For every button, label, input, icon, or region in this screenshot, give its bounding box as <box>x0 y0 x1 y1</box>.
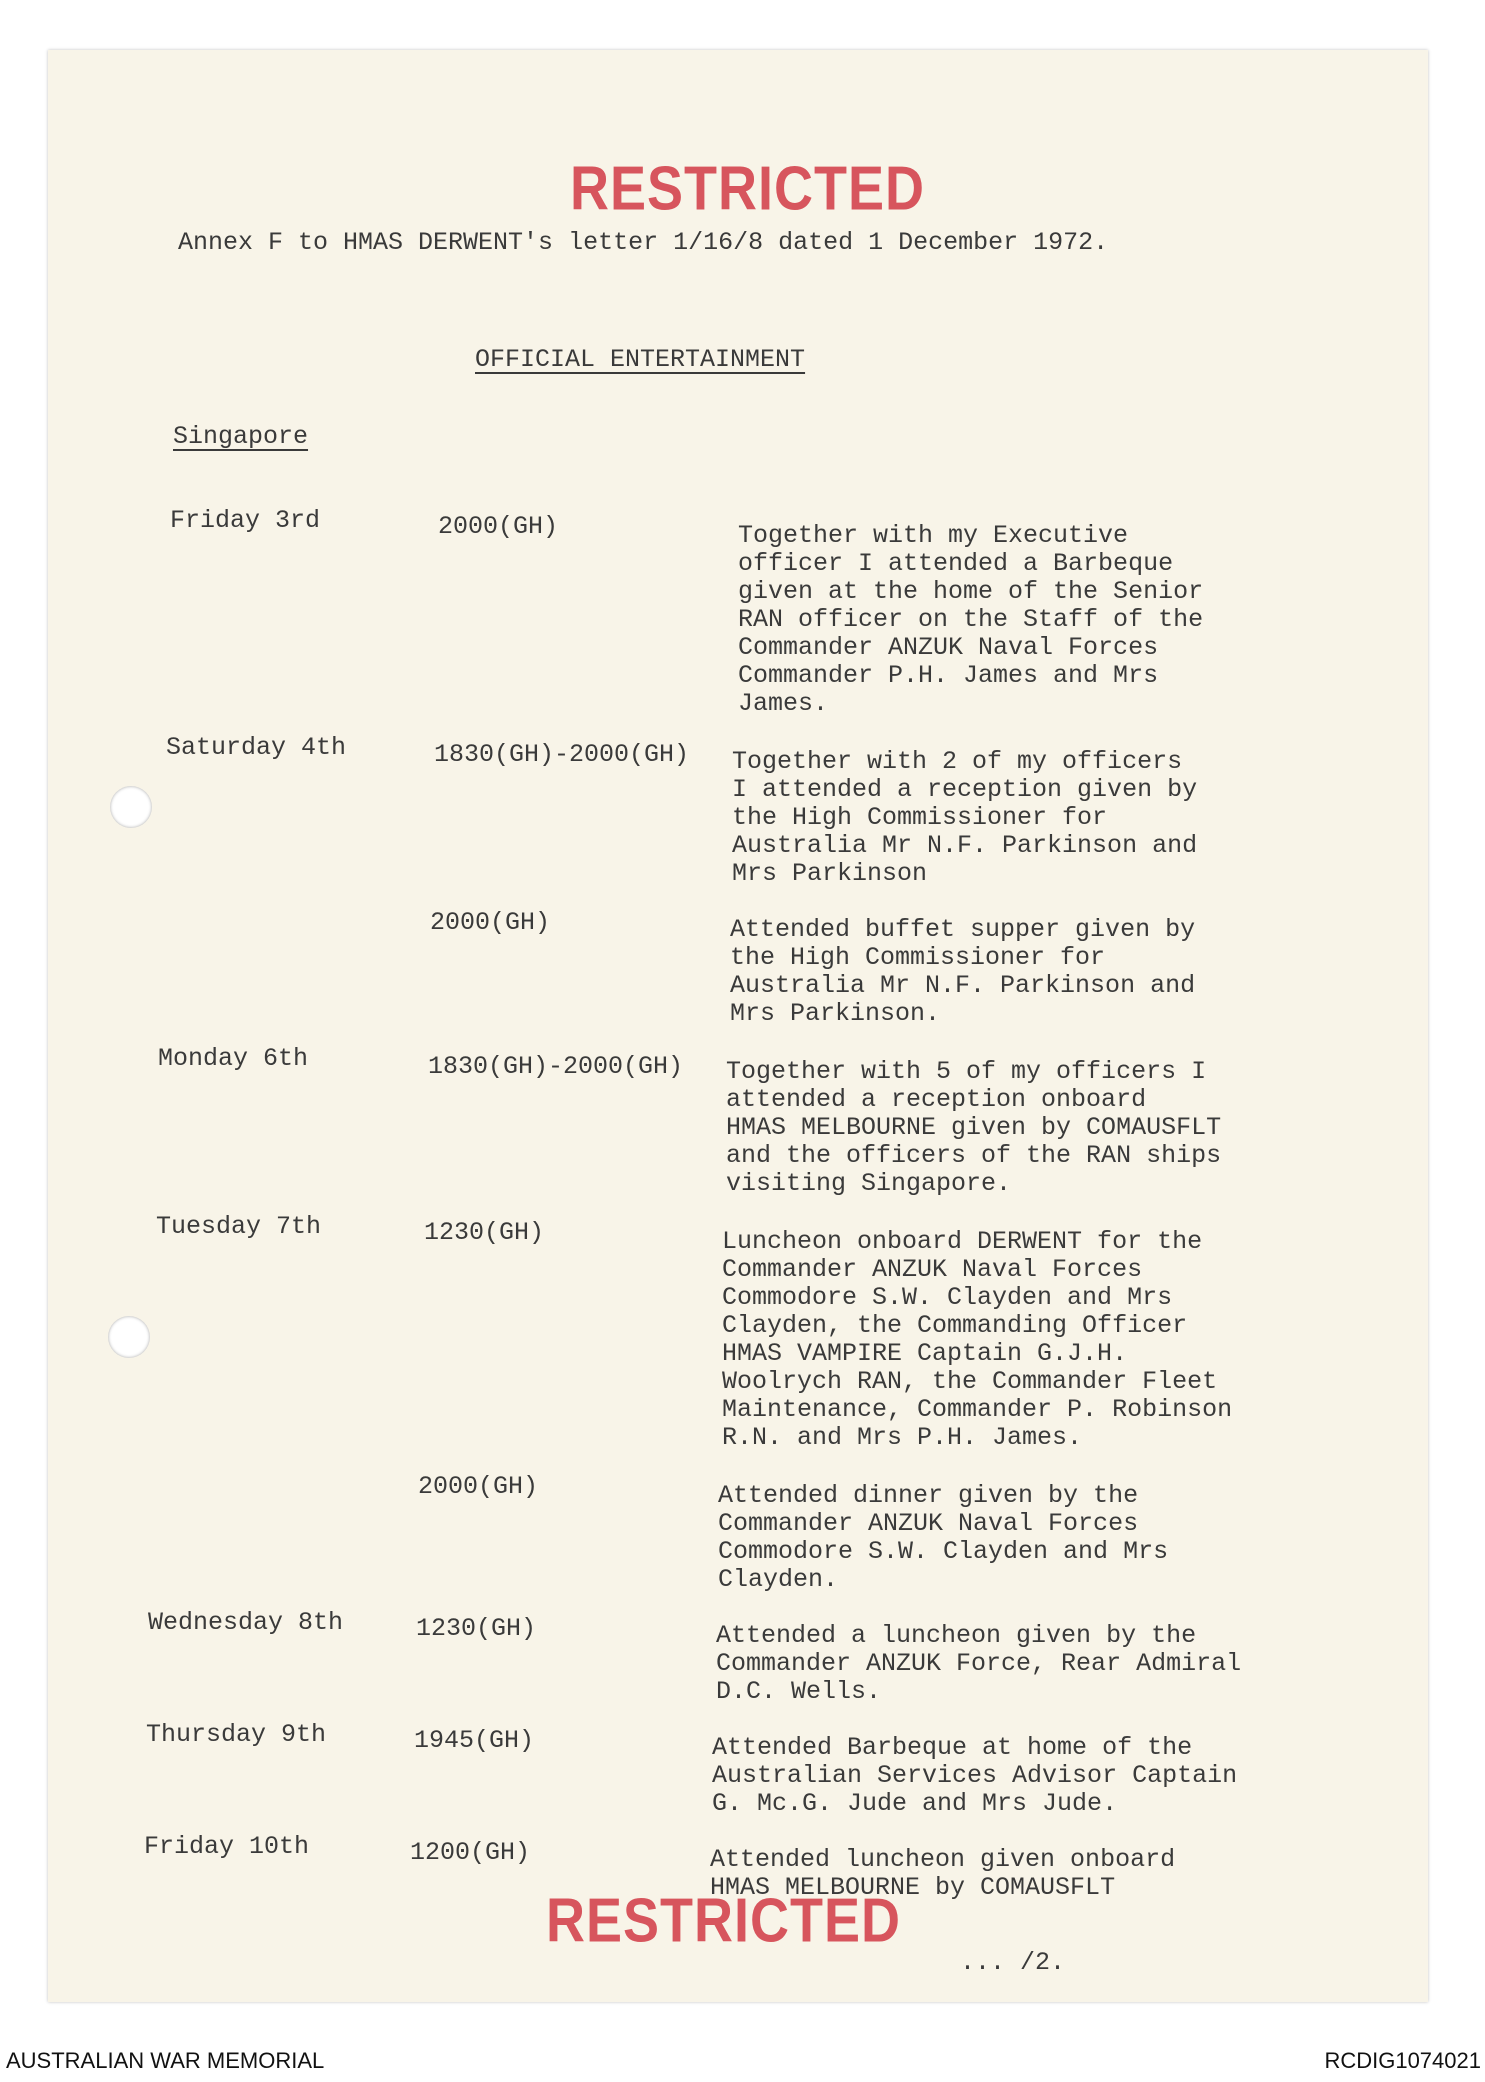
punch-hole <box>110 786 152 828</box>
continuation-marker: ... /2. <box>960 1948 1066 1977</box>
entry-time: 1830(GH)-2000(GH) <box>434 740 690 769</box>
entry-description: Together with 5 of my officers I attended a reception onboard HMAS MELBOURNE given by COMAUSFLT and the officers of the RAN ships visiting Singapore. <box>726 1057 1222 1198</box>
entry-time: 1230(GH) <box>416 1614 537 1643</box>
document-title: OFFICIAL ENTERTAINMENT <box>475 345 806 374</box>
entry-time: 2000(GH) <box>418 1472 539 1501</box>
footer-institution: AUSTRALIAN WAR MEMORIAL <box>6 2048 325 2073</box>
footer-record-id: RCDIG1074021 <box>1324 2048 1481 2073</box>
entry-time: 1230(GH) <box>424 1218 545 1247</box>
entry-description: Together with my Executive officer I attended a Barbeque given at the home of the Senior RAN officer on the Staff of the Commander ANZUK Naval Forces Commander P.H. James and Mrs James. <box>738 521 1204 718</box>
entry-day: Friday 10th <box>144 1832 310 1861</box>
annex-header: Annex F to HMAS DERWENT's letter 1/16/8 dated 1 December 1972. <box>178 228 1109 257</box>
entry-time: 1945(GH) <box>414 1726 535 1755</box>
entry-time: 1830(GH)-2000(GH) <box>428 1052 684 1081</box>
restricted-stamp-bottom: RESTRICTED <box>546 1886 902 1956</box>
entry-day: Wednesday 8th <box>148 1608 344 1637</box>
entry-day: Friday 3rd <box>170 506 321 535</box>
entry-day: Monday 6th <box>158 1044 309 1073</box>
entry-description: Attended luncheon given onboard HMAS MELBOURNE by COMAUSFLT <box>710 1845 1176 1902</box>
entry-description: Attended a luncheon given by the Commander ANZUK Force, Rear Admiral D.C. Wells. <box>716 1621 1242 1706</box>
entry-time: 2000(GH) <box>438 512 559 541</box>
punch-hole <box>108 1316 150 1358</box>
entry-day: Tuesday 7th <box>156 1212 322 1241</box>
location-heading: Singapore <box>173 422 309 451</box>
entry-description: Attended dinner given by the Commander ANZUK Naval Forces Commodore S.W. Clayden and Mrs Clayden. <box>718 1481 1169 1594</box>
entry-day: Saturday 4th <box>166 733 347 762</box>
entry-time: 1200(GH) <box>410 1838 531 1867</box>
entry-description: Luncheon onboard DERWENT for the Commander ANZUK Naval Forces Commodore S.W. Clayden and Mrs Clayden, the Commanding Officer HMAS VAMPIRE Captain G.J.H. Woolrych RAN, the Commander Fleet Maintenance, Commander P. Robinson R.N. and Mrs P.H. James. <box>722 1227 1233 1452</box>
entry-time: 2000(GH) <box>430 908 551 937</box>
restricted-stamp-top: RESTRICTED <box>570 154 926 224</box>
entry-description: Attended buffet supper given by the High Commissioner for Australia Mr N.F. Parkinson and Mrs Parkinson. <box>730 915 1196 1028</box>
entry-day: Thursday 9th <box>146 1720 327 1749</box>
entry-description: Together with 2 of my officers I attended a reception given by the High Commissioner for Australia Mr N.F. Parkinson and Mrs Parkinson <box>732 747 1198 888</box>
entry-description: Attended Barbeque at home of the Australian Services Advisor Captain G. Mc.G. Jude and Mrs Jude. <box>712 1733 1238 1818</box>
